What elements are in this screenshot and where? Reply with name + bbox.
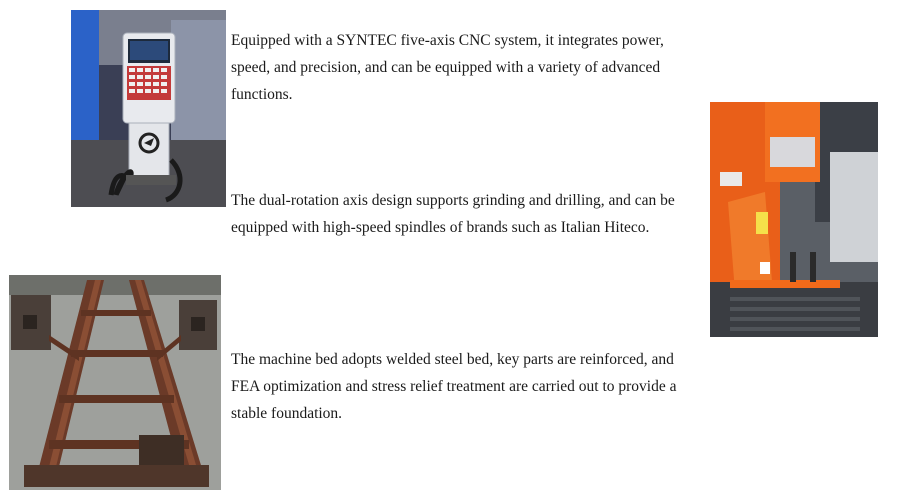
rotation-axis-description: The dual-rotation axis design supports grinding and drilling, and can be equipped with high-speed spindles of brands such as Italian Hiteco. <box>231 192 675 236</box>
machine-bed-description: The machine bed adopts welded steel bed, key parts are reinforced, and FEA optimization and stress relief treatment are carried out to provide a stable foundation. <box>231 351 677 422</box>
cnc-system-description: Equipped with a SYNTEC five-axis CNC system, it integrates power, speed, and precision, and can be equipped with a variety of advanced functions. <box>231 32 664 103</box>
cnc-controller-image <box>71 10 226 207</box>
machine-bed-image <box>9 275 221 490</box>
spindle-head-image <box>710 102 878 337</box>
